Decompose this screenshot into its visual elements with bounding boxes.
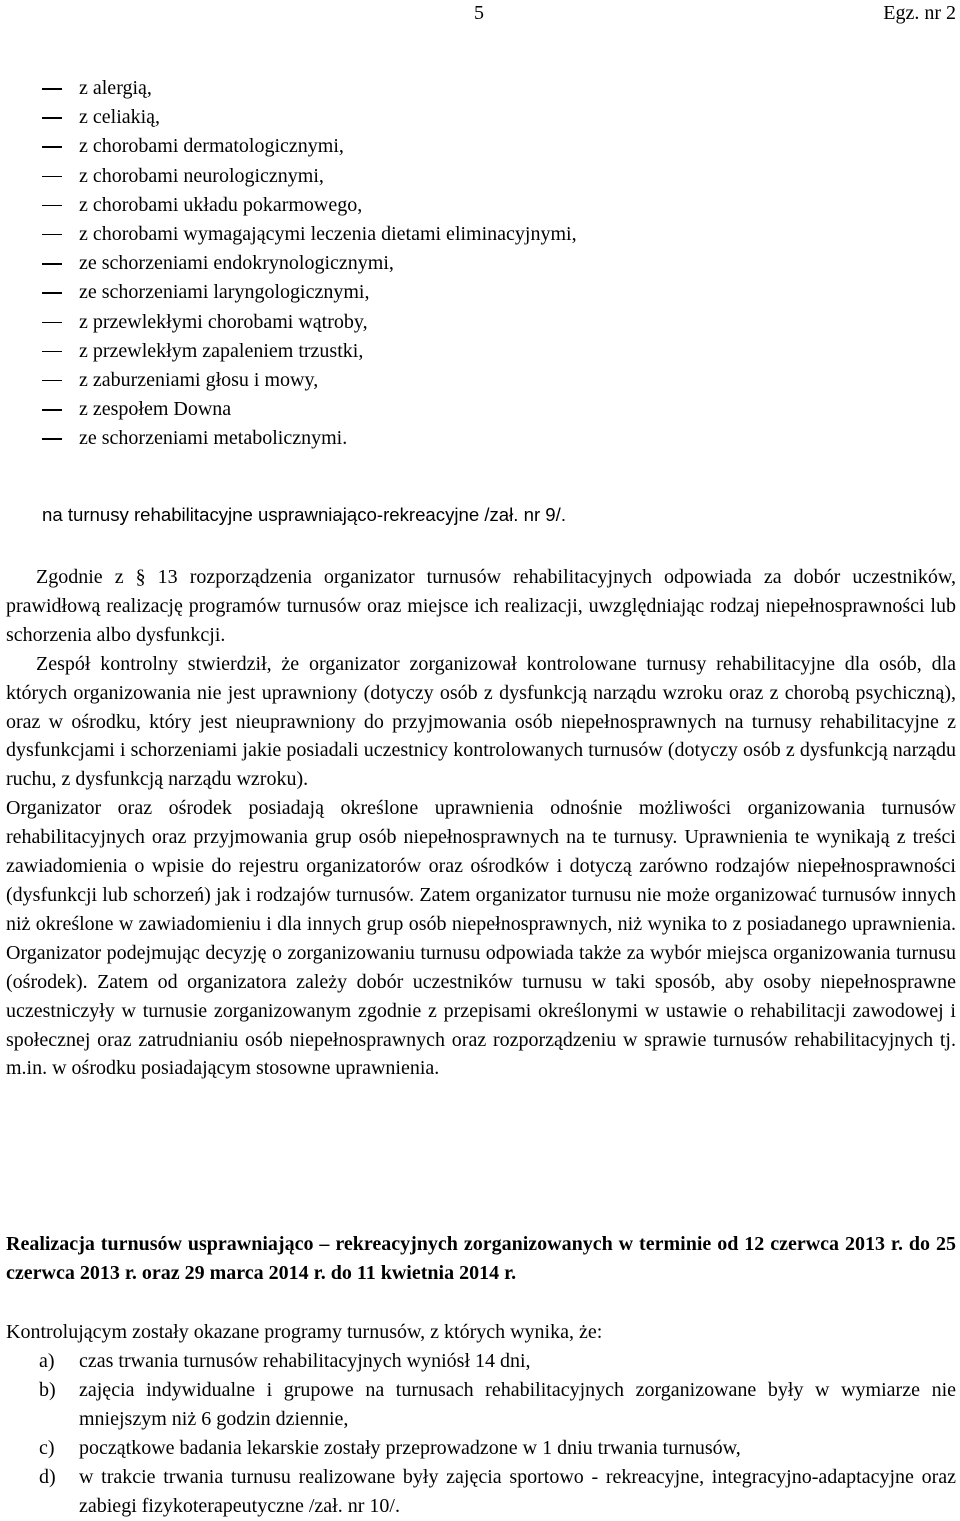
list-item <box>42 132 577 161</box>
list-marker: b) <box>39 1379 56 1401</box>
list-item-text: z zespołem Downa <box>79 398 232 421</box>
list-item-text: początkowe badania lekarskie zostały przeprowadzone w 1 dniu trwania turnusów, <box>79 1437 741 1459</box>
paragraph-regulation: Zgodnie z § 13 rozporządzenia organizator turnusów rehabilitacyjnych odpowiada za dobór uczestników, prawidłową realizację programów turnusów oraz miejsce ich realizacji, uwzględniając rodzaj niepełnosprawności lub schorzenia albo dysfunkcji. <box>6 566 956 646</box>
list-item <box>42 395 577 424</box>
list-item <box>42 191 577 220</box>
body-text <box>6 563 956 1083</box>
list-item-text: czas trwania turnusów rehabilitacyjnych wyniósł 14 dni, <box>79 1350 531 1372</box>
page-number: 5 <box>474 2 484 24</box>
dash-bullet <box>42 176 62 178</box>
list-item-text: ze schorzeniami endokrynologicznymi, <box>79 252 394 275</box>
list-item-text: z przewlekłym zapaleniem trzustki, <box>79 339 364 362</box>
list-item-text: zajęcia indywidualne i grupowe na turnusach rehabilitacyjnych zorganizowane były w wymiarze nie mniejszym niż 6 godzin dziennie, <box>79 1379 956 1430</box>
list-marker: a) <box>39 1350 55 1372</box>
list-item <box>42 366 577 395</box>
dash-bullet <box>42 88 62 90</box>
dash-bullet <box>42 351 62 353</box>
dash-bullet <box>42 322 62 324</box>
dash-bullet <box>42 263 62 265</box>
list-item <box>42 337 577 366</box>
attachment-reference: na turnusy rehabilitacyjne usprawniająco-rekreacyjne /zał. nr 9/. <box>42 504 566 525</box>
exhibit-label: Egz. nr 2 <box>883 2 956 24</box>
list-marker: d) <box>39 1466 56 1488</box>
dash-bullet <box>42 380 62 382</box>
list-item-text: z alergią, <box>79 77 152 99</box>
list-marker: c) <box>39 1437 55 1459</box>
paragraph-findings: Zespół kontrolny stwierdził, że organizator zorganizował kontrolowane turnusy rehabilitacyjne dla osób, dla których organizowania nie jest uprawniony (dotyczy osób z dysfunkcją narządu wzroku oraz z chorobą psychiczną), oraz w ośrodku, który jest nieuprawniony do przyjmowania osób niepełnosprawnych na turnusy rehabilitacyjne z dysfunkcjami i schorzeniami jakie posiadali uczestnicy kontrolowanych turnusów (dotyczy osób z dysfunkcją narządu ruchu, z dysfunkcją narządu wzroku). <box>6 652 956 791</box>
condition-list <box>42 74 577 453</box>
dash-bullet <box>42 292 62 294</box>
intro-line: Kontrolującym zostały okazane programy turnusów, z których wynika, że: <box>6 1321 603 1343</box>
list-item-text: ze schorzeniami metabolicznymi. <box>79 427 348 450</box>
dash-bullet <box>42 234 62 236</box>
list-item-text: z chorobami dermatologicznymi, <box>79 135 344 158</box>
list-item <box>42 249 577 278</box>
list-item-text: z zaburzeniami głosu i mowy, <box>79 368 319 391</box>
list-item <box>6 1376 956 1434</box>
list-item <box>42 103 577 132</box>
dash-bullet <box>42 409 62 411</box>
findings-list <box>6 1347 956 1521</box>
dash-bullet <box>42 146 62 148</box>
list-item-text: z chorobami neurologicznymi, <box>79 164 324 187</box>
list-item <box>42 162 577 191</box>
list-item-text: z celiakią, <box>79 106 161 129</box>
list-item-text: w trakcie trwania turnusu realizowane były zajęcia sportowo - rekreacyjne, integracyjno-adaptacyjne oraz zabiegi fizykoterapeutyczne /zał. nr 10/. <box>79 1466 956 1517</box>
dash-bullet <box>42 438 62 440</box>
list-item <box>6 1347 956 1376</box>
list-item-text: z chorobami wymagającymi leczenia dietami eliminacyjnymi, <box>79 222 577 245</box>
list-item <box>6 1463 956 1521</box>
dash-bullet <box>42 205 62 207</box>
list-item-text: ze schorzeniami laryngologicznymi, <box>79 281 370 304</box>
list-item <box>42 424 577 453</box>
paragraph-organizer: Organizator oraz ośrodek posiadają określone uprawnienia odnośnie możliwości organizowania turnusów rehabilitacyjnych oraz przyjmowania grup osób niepełnosprawnych na te turnusy. Uprawnienia te wynikają z treści zawiadomienia o wpisie do rejestru organizatorów oraz ośrodków i dotyczą zarówno rodzajów niepełnosprawności (dysfunkcji lub schorzeń) jak i rodzajów turnusów. Zatem organizator turnusu nie może organizować turnusów innych niż określone w zawiadomieniu i dla innych grup osób niepełnosprawnych, niż wynika to z posiadanego uprawnienia. Organizator podejmując decyzję o zorganizowaniu turnusu odpowiada także za wybór miejsca organizowania turnusu (ośrodek). Zatem od organizatora zależy dobór uczestników turnusu w taki sposób, aby osoby niepełnosprawne uczestniczyły w turnusie zorganizowanym zgodnie z przepisami określonymi w ustawie o rehabilitacji zawodowej i społecznej oraz zatrudnianiu osób niepełnosprawnych oraz rozporządzeniu w sprawie turnusów rehabilitacyjnych tj. m.in. w ośrodku posiadającym stosowne uprawnienia. <box>6 797 956 1080</box>
list-item <box>6 1434 956 1463</box>
list-item-text: z przewlekłymi chorobami wątroby, <box>79 310 368 333</box>
page-header <box>0 0 960 30</box>
dash-bullet <box>42 117 62 119</box>
list-item <box>42 308 577 337</box>
list-item <box>42 220 577 249</box>
section-heading: Realizacja turnusów usprawniająco – rekreacyjnych zorganizowanych w terminie od 12 czerwca 2013 r. do 25 czerwca 2013 r. oraz 29 marca 2014 r. do 11 kwietnia 2014 r. <box>6 1233 956 1284</box>
list-item <box>42 278 577 307</box>
list-item <box>42 74 577 103</box>
list-item-text: z chorobami układu pokarmowego, <box>79 193 363 216</box>
